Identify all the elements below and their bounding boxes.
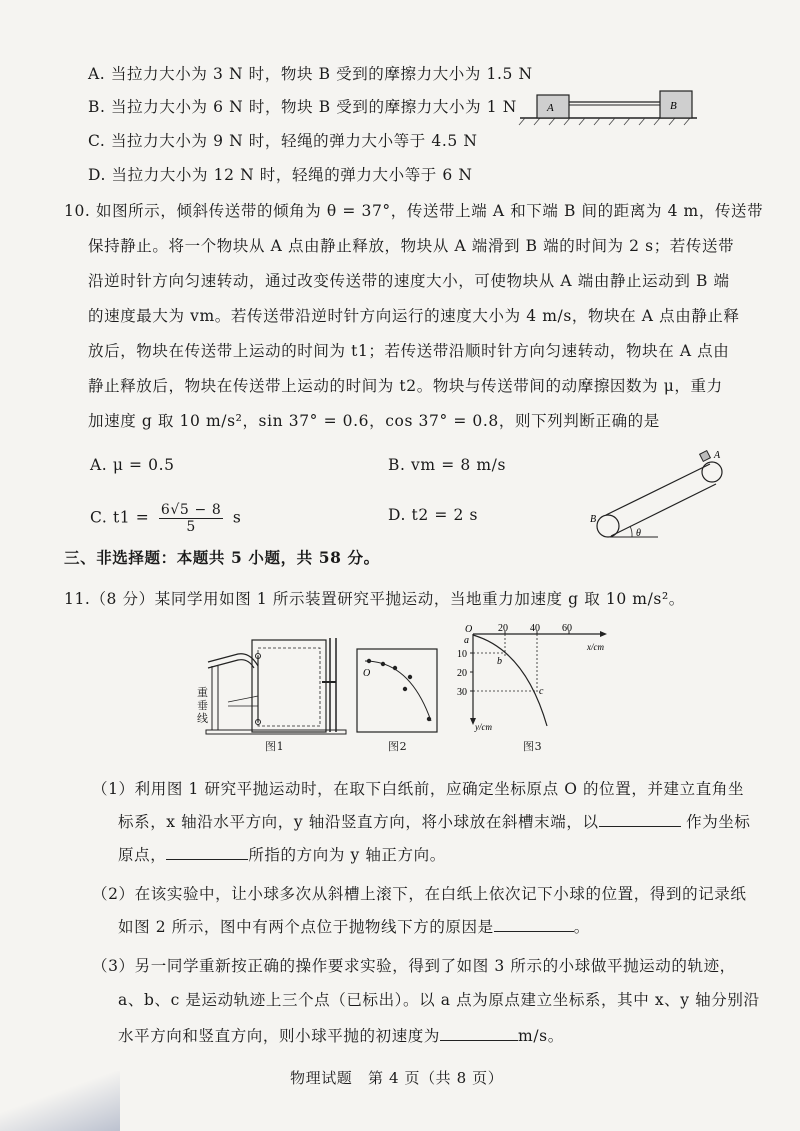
q11-p1-line-1: （1）利用图 1 研究平抛运动时，在取下白纸前，应确定坐标原点 O 的位置，并建立直角坐: [92, 780, 745, 798]
q10-line-6: 静止释放后，物块在传送带上运动的时间为 t2。物块与传送带间的动摩擦因数为 μ，重力: [88, 377, 723, 395]
q9-option-d: D. 当拉力大小为 12 N 时，轻绳的弹力大小等于 6 N: [88, 166, 473, 184]
q11-figure-2: [355, 647, 440, 735]
section-3-heading: 三、非选择题：本题共 5 小题，共 58 分。: [64, 548, 380, 567]
q10-line-4: 的速度最大为 vm。若传送带沿逆时针方向运行的速度大小为 4 m/s，物块在 A 点由静止释: [88, 307, 740, 325]
q10-line-7: 加速度 g 取 10 m/s²，sin 37° = 0.6，cos 37° = 0.8，则下列判断正确的是: [88, 412, 660, 430]
block: [700, 451, 711, 462]
q11-p1-line-2-tail: 作为坐标: [686, 813, 751, 831]
fig3-point-a: a: [464, 635, 469, 646]
lower-pulley: [597, 515, 619, 537]
fig2-origin-label: O: [363, 668, 371, 679]
fraction-denominator: 5: [186, 519, 196, 535]
upper-pulley: [702, 462, 722, 482]
q10-option-c-fraction: [159, 502, 223, 535]
q11-fig2-caption: 图2: [388, 740, 408, 753]
fig3-origin: O: [465, 624, 473, 635]
q9-option-c: C. 当拉力大小为 9 N 时，轻绳的弹力大小等于 4.5 N: [88, 132, 478, 150]
fig3-x-tick: 40: [530, 623, 540, 634]
fig3-y-tick: 30: [457, 687, 467, 698]
q11-p1-line-2: [118, 812, 751, 832]
answer-blank-2[interactable]: [166, 845, 248, 860]
q10-line-5: 放后，物块在传送带上运动的时间为 t1；若传送带沿顺时针方向匀速转动，物块在 A 点由: [88, 342, 730, 360]
fig3-x-axis-label: x/cm: [587, 642, 604, 652]
q10-option-d: D. t2 = 2 s: [388, 506, 479, 524]
q11-p3-line-2: a、b、c 是运动轨迹上三个点（已标出）。以 a 点为原点建立坐标系，其中 x、y 轴分别沿: [118, 991, 760, 1009]
q11-p1-line-3-text: 原点，: [118, 846, 167, 864]
q9-option-b: B. 当拉力大小为 6 N 时，物块 B 受到的摩擦力大小为 1 N: [88, 98, 517, 116]
q11-p2-line-2-tail: 。: [573, 918, 590, 936]
fig3-y-tick: 20: [457, 668, 467, 679]
answer-blank-1[interactable]: [599, 812, 681, 827]
q11-figure-3: [455, 622, 615, 732]
q11-p3-line-1: （3）另一同学重新按正确的操作要求实验，得到了如图 3 所示的小球做平抛运动的轨迹，: [92, 957, 736, 975]
q10-option-b: B. vm = 8 m/s: [388, 456, 507, 474]
q11-p3-line-3: [118, 1026, 564, 1046]
fig3-point-c: c: [539, 686, 544, 697]
answer-blank-3[interactable]: [494, 917, 574, 932]
q10-line-2: 保持静止。将一个物块从 A 点由静止释放，物块从 A 端滑到 B 端的时间为 2 s；若传送带: [88, 237, 735, 255]
q11-p2-line-2-text: 如图 2 所示，图中有两个点位于抛物线下方的原因是: [118, 918, 494, 936]
q11-p3-line-3-text: 水平方向和竖直方向，则小球平抛的初速度为: [118, 1027, 441, 1045]
q11-fig1-caption: 图1: [265, 740, 285, 753]
label-theta: θ: [636, 528, 641, 539]
fig3-x-tick: 60: [562, 623, 572, 634]
q10-conveyor-figure: [588, 448, 728, 548]
label-a: A: [714, 450, 721, 461]
fraction-numerator: 6√5 − 8: [160, 502, 222, 518]
q11-p3-line-3-tail: m/s。: [518, 1027, 564, 1045]
fig3-point-b: b: [497, 656, 502, 667]
q10-option-c-prefix: C. t1 =: [90, 508, 150, 527]
q9-blocks-figure: [515, 85, 700, 130]
q11-p1-line-2-text: 标系，x 轴沿水平方向，y 轴沿竖直方向，将小球放在斜槽末端，以: [118, 813, 599, 831]
q10-option-c: [90, 502, 241, 535]
q10-option-c-unit: s: [232, 508, 242, 527]
answer-blank-4[interactable]: [440, 1026, 518, 1041]
q11-intro: 11.（8 分）某同学用如图 1 所示装置研究平抛运动，当地重力加速度 g 取 10 m/s²。: [64, 590, 685, 608]
q11-p1-line-3: [118, 845, 446, 865]
block-b-label: B: [670, 100, 677, 112]
q10-option-a: A. μ = 0.5: [90, 456, 175, 474]
q11-fig1-label: 重垂线: [197, 686, 209, 725]
q11-p2-line-2: [118, 917, 590, 937]
fig3-y-tick: 10: [457, 649, 467, 660]
scan-shadow: [0, 1071, 120, 1131]
fig3-x-tick: 20: [498, 623, 508, 634]
block-a-label: A: [547, 102, 554, 114]
q11-fig3-caption: 图3: [523, 740, 543, 753]
fig3-y-axis-label: y/cm: [475, 722, 492, 732]
q10-line-1: 10. 如图所示，倾斜传送带的倾角为 θ = 37°，传送带上端 A 和下端 B 间的距离为 4 m，传送带: [64, 202, 764, 220]
label-b: B: [590, 514, 597, 525]
q11-p2-line-1: （2）在该实验中，让小球多次从斜槽上滚下，在白纸上依次记下小球的位置，得到的记录纸: [92, 885, 747, 903]
page-footer: 物理试题 第 4 页（共 8 页）: [290, 1069, 504, 1087]
q9-option-a: A. 当拉力大小为 3 N 时，物块 B 受到的摩擦力大小为 1.5 N: [88, 65, 533, 83]
q10-line-3: 沿逆时针方向匀速转动，通过改变传送带的速度大小，可使物块从 A 端由静止运动到 B 端: [88, 272, 730, 290]
q11-p1-line-3-tail: 所指的方向为 y 轴正方向。: [248, 846, 446, 864]
